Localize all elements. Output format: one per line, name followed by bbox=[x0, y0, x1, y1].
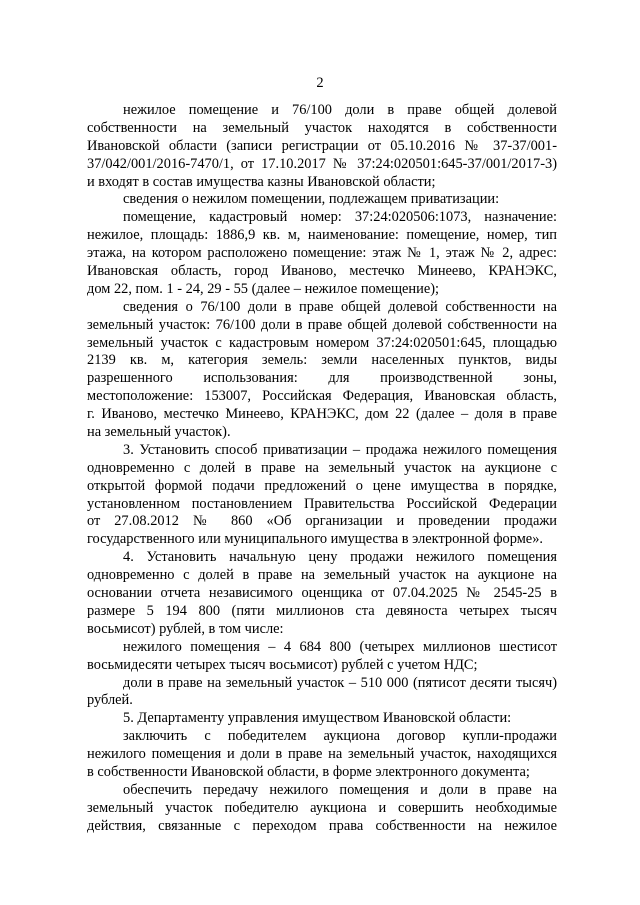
text-line: открытой формой подачи предложений о цене имущества в порядке, bbox=[87, 477, 557, 494]
text-line: сведения о нежилом помещении, подлежащем приватизации: bbox=[123, 191, 500, 208]
text-line: доли в праве на земельный участок – 510 000 (пятисот десяти тысяч) bbox=[123, 674, 557, 691]
text-line: восьмидесяти четырех тысяч восьмисот) рублей с учетом НДС; bbox=[87, 656, 478, 673]
text-line: от 27.08.2012 № 860 «Об организации и проведении продажи bbox=[87, 513, 557, 530]
text-line: этажа, на котором расположено помещение: этаж № 1, этаж № 2, адрес: bbox=[87, 245, 557, 262]
text-line: нежилого помещения и доли в праве на земельный участок, находящихся bbox=[87, 746, 557, 763]
text-line: одновременно с долей в праве на земельный участок на аукционе на bbox=[87, 567, 557, 584]
body-text bbox=[87, 102, 557, 836]
text-line: и входят в состав имущества казны Ивановской области; bbox=[87, 173, 436, 190]
text-line: 3. Установить способ приватизации – продажа нежилого помещения bbox=[123, 441, 557, 458]
text-line: основании отчета независимого оценщика от 07.04.2025 № 2545-25 в bbox=[87, 585, 557, 602]
text-line: на земельный участок). bbox=[87, 424, 231, 441]
text-line: Ивановской области (записи регистрации от 05.10.2016 № 37-37/001- bbox=[87, 137, 557, 154]
text-line: нежилого помещения – 4 684 800 (четырех миллионов шестисот bbox=[123, 638, 557, 655]
text-line: местоположение: 153007, Российская Федерация, Ивановская область, bbox=[87, 388, 557, 405]
text-line: размере 5 194 800 (пяти миллионов ста девяноста четырех тысяч bbox=[87, 602, 557, 619]
text-line: рублей. bbox=[87, 692, 133, 709]
text-line: заключить с победителем аукциона договор купли-продажи bbox=[123, 728, 557, 745]
text-line: обеспечить передачу нежилого помещения и доли в праве на bbox=[123, 781, 557, 798]
text-line: собственности на земельный участок находятся в собственности bbox=[87, 119, 557, 136]
text-line: 2139 кв. м, категория земель: земли населенных пунктов, виды bbox=[87, 352, 557, 369]
text-line: 37/042/001/2016-7470/1, от 17.10.2017 № 37:24:020501:645-37/001/2017-3) bbox=[87, 155, 557, 172]
page-number: 2 bbox=[316, 75, 324, 91]
text-line: государственного или муниципального имущества в электронной форме». bbox=[87, 531, 543, 548]
text-line: разрешенного использования: для производственной зоны, bbox=[87, 370, 557, 387]
text-line: одновременно с долей в праве на земельный участок на аукционе с bbox=[87, 459, 557, 476]
text-line: 5. Департаменту управления имуществом Ивановской области: bbox=[123, 710, 512, 727]
text-line: г. Иваново, местечко Минеево, КРАНЭКС, дом 22 (далее – доля в праве bbox=[87, 406, 557, 423]
text-line: земельный участок с кадастровым номером 37:24:020501:645, площадью bbox=[87, 334, 557, 351]
text-line: 4. Установить начальную цену продажи нежилого помещения bbox=[123, 549, 557, 566]
text-line: действия, связанные с переходом права собственности на нежилое bbox=[87, 817, 557, 834]
text-line: восьмисот) рублей, в том числе: bbox=[87, 620, 284, 637]
text-line: дом 22, пом. 1 - 24, 29 - 55 (далее – нежилое помещение); bbox=[87, 280, 440, 297]
text-line: в собственности Ивановской области, в форме электронного документа; bbox=[87, 763, 530, 780]
text-line: Ивановская область, город Иваново, местечко Минеево, КРАНЭКС, bbox=[87, 263, 557, 280]
text-line: земельный участок: 76/100 доли в праве общей долевой собственности на bbox=[87, 316, 557, 333]
text-line: земельный участок победителю аукциона и совершить необходимые bbox=[87, 799, 557, 816]
text-line: помещение, кадастровый номер: 37:24:020506:1073, назначение: bbox=[123, 209, 557, 226]
text-line: сведения о 76/100 доли в праве общей долевой собственности на bbox=[123, 298, 557, 315]
text-line: нежилое, площадь: 1886,9 кв. м, наименование: помещение, номер, тип bbox=[87, 227, 557, 244]
text-line: установленном постановлением Правительства Российской Федерации bbox=[87, 495, 557, 512]
text-line: нежилое помещение и 76/100 доли в праве общей долевой bbox=[123, 102, 557, 118]
